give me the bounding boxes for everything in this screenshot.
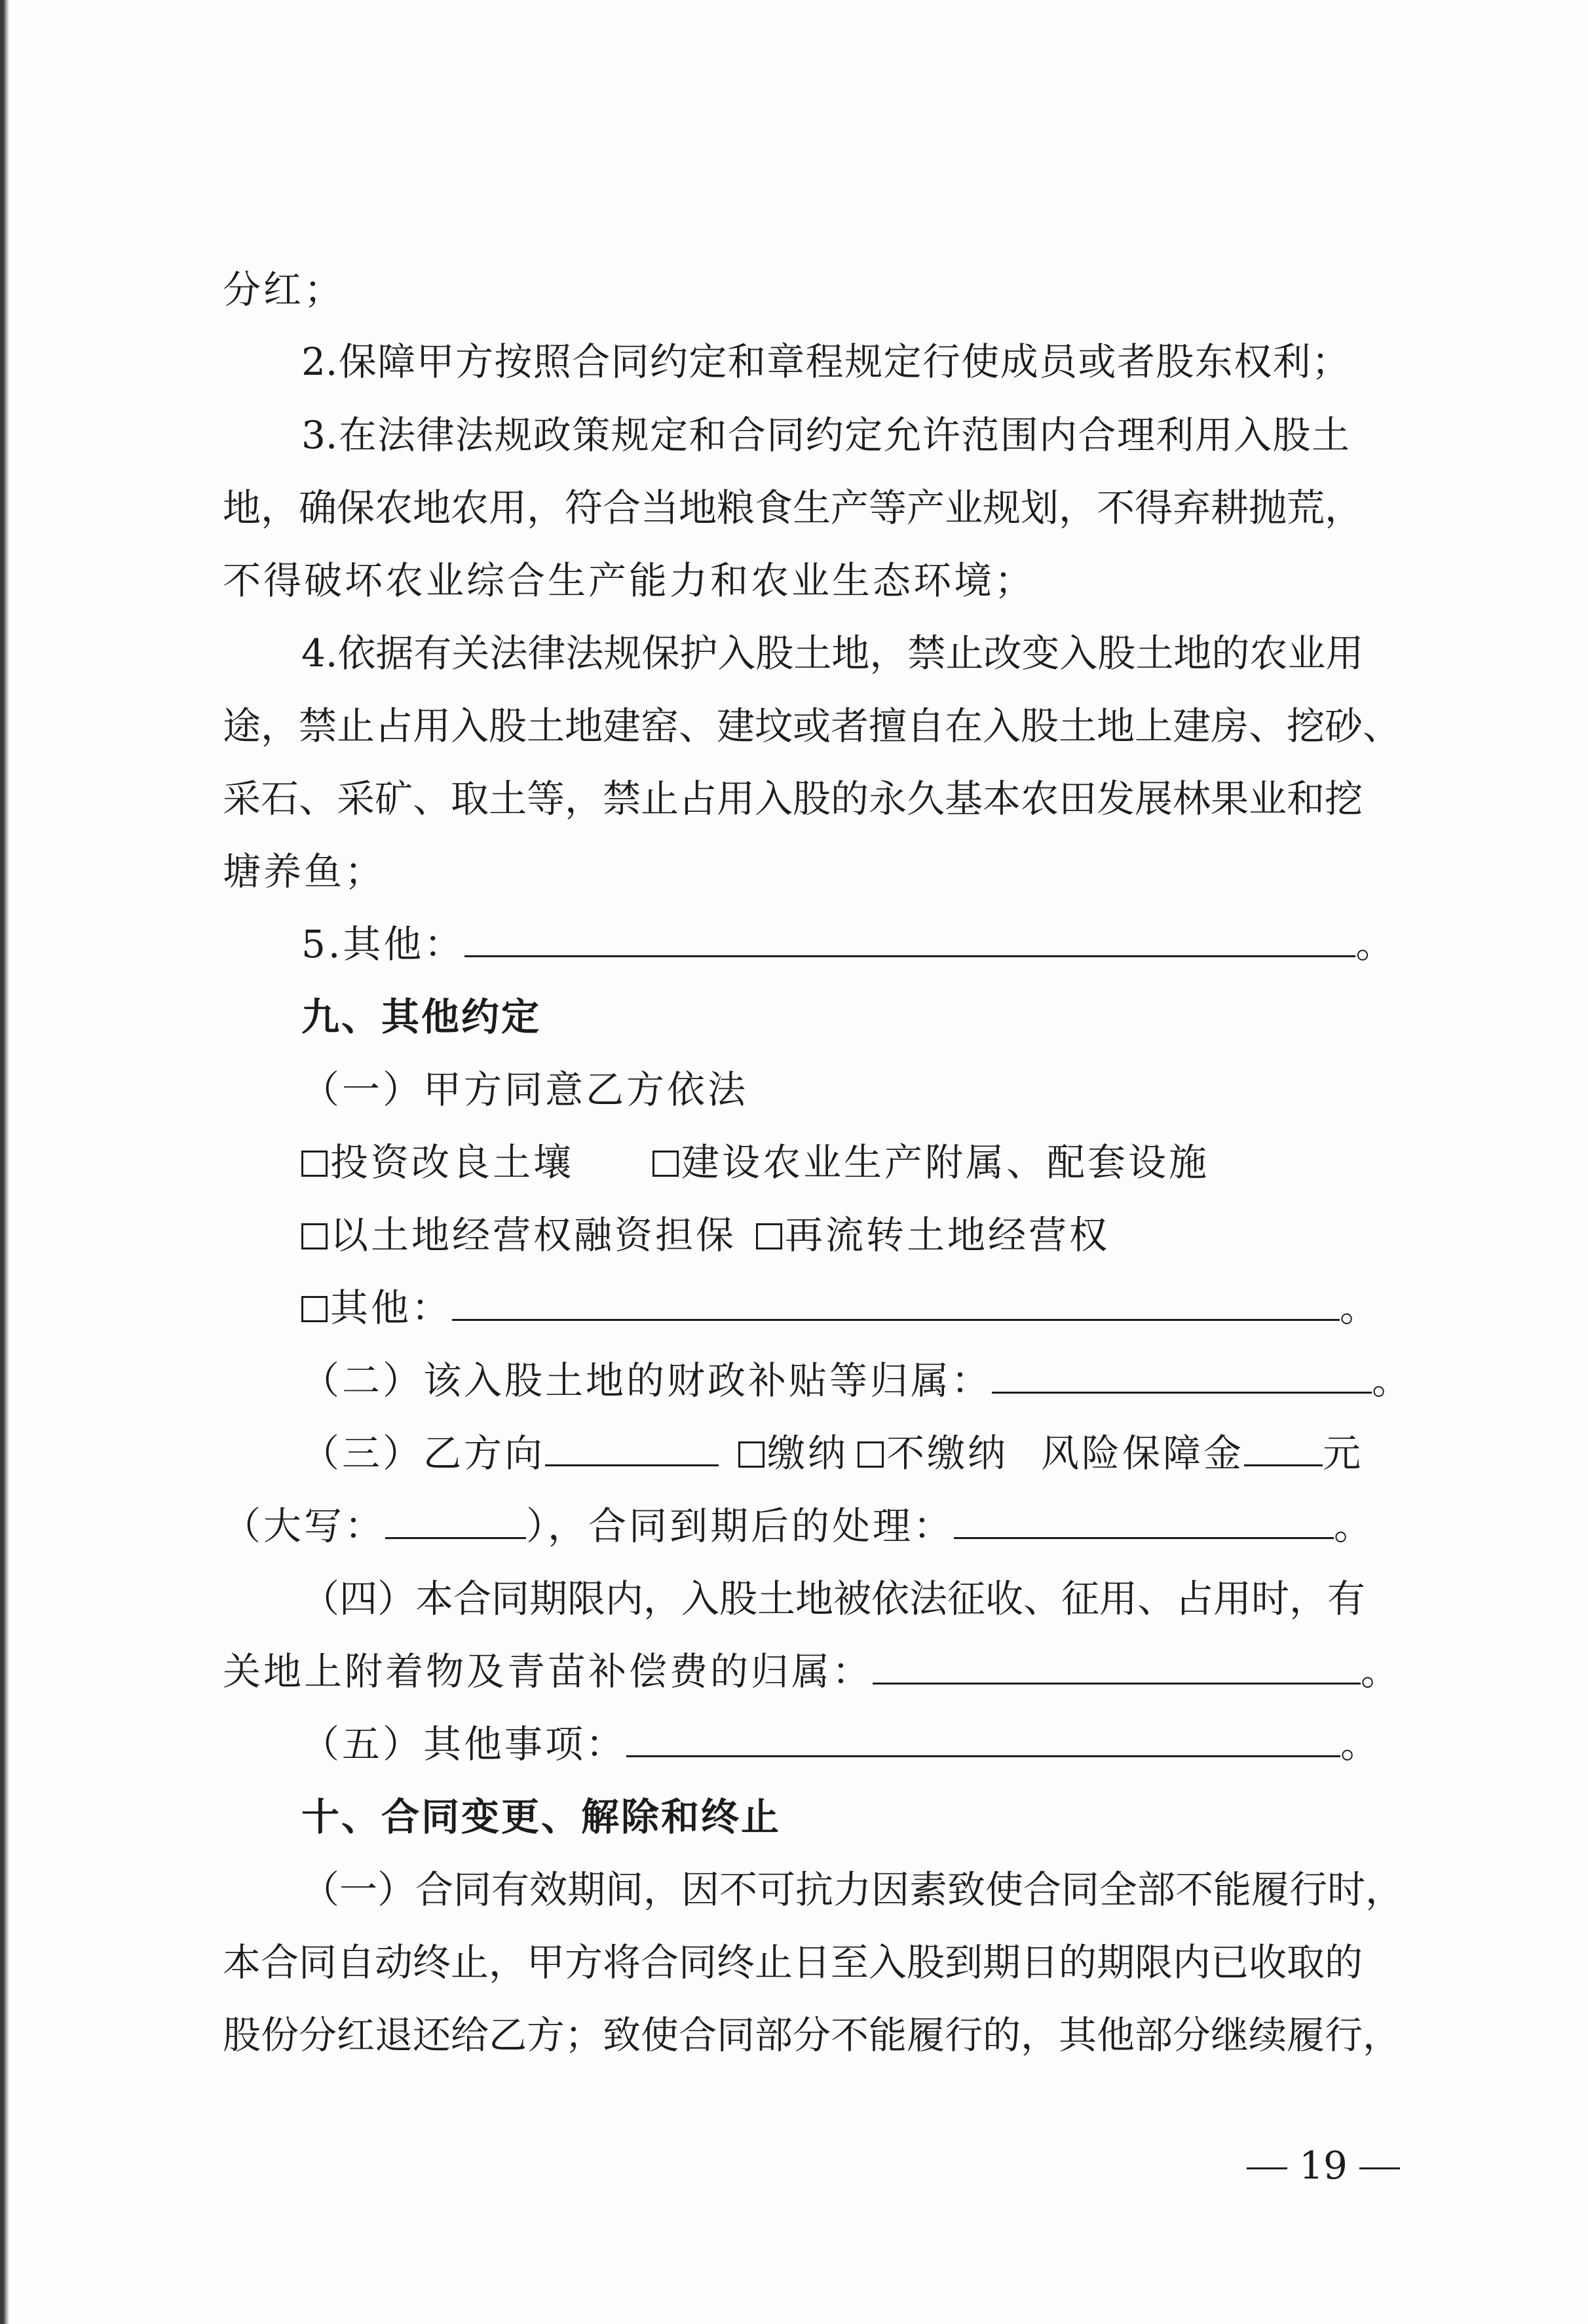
checkbox[interactable] bbox=[301, 1151, 328, 1177]
text: 元 bbox=[1323, 1431, 1364, 1476]
text: 分红； bbox=[223, 267, 345, 312]
text: 九、其他约定 bbox=[301, 995, 542, 1039]
blank-field[interactable] bbox=[1244, 1430, 1323, 1466]
checkbox-row bbox=[301, 1209, 1350, 1261]
checkbox-label: 以土地经营权融资担保 bbox=[330, 1213, 737, 1257]
text-line bbox=[301, 1063, 1350, 1116]
text: 股份分红退还给乙方；致使合同部分不能履行的，其他部分继续履行， bbox=[223, 2013, 1401, 2057]
checkbox-label: 投资改良土壤 bbox=[330, 1140, 575, 1185]
subsidy-field-line bbox=[301, 1354, 1413, 1407]
text-line bbox=[223, 554, 1350, 607]
blank-field[interactable] bbox=[992, 1358, 1372, 1394]
text-line bbox=[301, 1863, 1404, 1916]
blank-field[interactable] bbox=[873, 1648, 1361, 1685]
blank-field[interactable] bbox=[545, 1430, 719, 1466]
text-line bbox=[223, 2009, 1401, 2061]
text: 塘养鱼； bbox=[223, 849, 386, 894]
page-number-value: 19 bbox=[1299, 2143, 1348, 2188]
period: 。 bbox=[1372, 1358, 1413, 1403]
text: ），合同到期后的处理： bbox=[526, 1504, 955, 1548]
section-heading-9 bbox=[301, 991, 1350, 1043]
amount-words-line bbox=[223, 1500, 1375, 1552]
text-line bbox=[223, 263, 1350, 316]
text-line bbox=[301, 409, 1350, 461]
checkbox[interactable] bbox=[858, 1441, 884, 1468]
text-line bbox=[223, 482, 1363, 534]
text: 地，确保农地农用，符合当地粮食生产等产业规划，不得弃耕抛荒， bbox=[223, 486, 1363, 530]
text: 途，禁止占用入股土地建窑、建坟或者擅自在入股土地上建房、挖砂、 bbox=[223, 704, 1401, 748]
text: （大写： bbox=[223, 1504, 386, 1548]
text-line bbox=[301, 627, 1364, 679]
checkbox-label: 再流转土地经营权 bbox=[785, 1213, 1110, 1257]
checkbox-label: 建设农业生产附属、配套设施 bbox=[681, 1140, 1210, 1185]
page-number bbox=[1245, 2139, 1402, 2192]
text: 十、合同变更、解除和终止 bbox=[301, 1795, 782, 1839]
text: （一）合同有效期间，因不可抗力因素致使合同全部不能履行时， bbox=[301, 1867, 1404, 1912]
text: 2.保障甲方按照合同约定和章程规定行使成员或者股东权利； bbox=[301, 339, 1350, 384]
text-line bbox=[223, 772, 1363, 825]
blank-field[interactable] bbox=[385, 1503, 526, 1539]
dash bbox=[1247, 2167, 1287, 2169]
period: 。 bbox=[1355, 922, 1397, 966]
other-field-line bbox=[301, 1282, 1381, 1334]
text-line bbox=[301, 1572, 1366, 1625]
text: 本合同自动终止，甲方将合同终止日至入股到期日的期限内已收取的 bbox=[223, 1940, 1363, 1985]
blank-field[interactable] bbox=[452, 1285, 1340, 1321]
period: 。 bbox=[1334, 1504, 1375, 1548]
compensation-field-line bbox=[223, 1645, 1402, 1698]
other-matters-line bbox=[301, 1718, 1382, 1770]
text-line bbox=[223, 845, 1350, 898]
text-line bbox=[223, 1936, 1363, 1989]
dash bbox=[1359, 2167, 1400, 2169]
text: 4.依据有关法律法规保护入股土地，禁止改变入股土地的农业用 bbox=[301, 631, 1364, 676]
checkbox-label: 缴纳 bbox=[767, 1431, 849, 1476]
text: （一）甲方同意乙方依法 bbox=[301, 1067, 749, 1112]
field-label: 关地上附着物及青苗补偿费的归属： bbox=[223, 1649, 873, 1694]
risk-deposit-line bbox=[301, 1427, 1364, 1479]
text-line bbox=[301, 335, 1350, 388]
field-label: （二）该入股土地的财政补贴等归属： bbox=[301, 1358, 992, 1403]
checkbox-label: 不缴纳 bbox=[886, 1431, 1009, 1476]
period: 。 bbox=[1361, 1649, 1402, 1694]
blank-field[interactable] bbox=[954, 1503, 1334, 1539]
text-line bbox=[223, 700, 1401, 752]
checkbox[interactable] bbox=[756, 1223, 782, 1249]
checkbox[interactable] bbox=[652, 1151, 679, 1177]
text: （三）乙方向 bbox=[301, 1431, 546, 1476]
period: 。 bbox=[1340, 1722, 1382, 1766]
text: 采石、采矿、取土等，禁止占用入股的永久基本农田发展林果业和挖 bbox=[223, 776, 1363, 821]
blank-field[interactable] bbox=[464, 921, 1355, 957]
other-field-line bbox=[301, 918, 1397, 970]
text: 风险保障金 bbox=[1041, 1431, 1245, 1476]
field-label: 其他： bbox=[330, 1286, 453, 1330]
checkbox[interactable] bbox=[738, 1441, 765, 1468]
checkbox[interactable] bbox=[301, 1296, 328, 1322]
field-label: （五）其他事项： bbox=[301, 1722, 627, 1766]
period: 。 bbox=[1340, 1286, 1381, 1330]
text: 3.在法律法规政策规定和合同约定允许范围内合理利用入股土 bbox=[301, 413, 1350, 457]
text: （四）本合同期限内，入股土地被依法征收、征用、占用时，有 bbox=[301, 1576, 1366, 1621]
blank-field[interactable] bbox=[626, 1721, 1340, 1757]
section-heading-10 bbox=[301, 1791, 1350, 1843]
checkbox-row bbox=[301, 1136, 1350, 1189]
text: 不得破坏农业综合生产能力和农业生态环境； bbox=[223, 558, 1036, 603]
field-label: 5.其他： bbox=[301, 922, 465, 966]
checkbox[interactable] bbox=[301, 1223, 328, 1249]
